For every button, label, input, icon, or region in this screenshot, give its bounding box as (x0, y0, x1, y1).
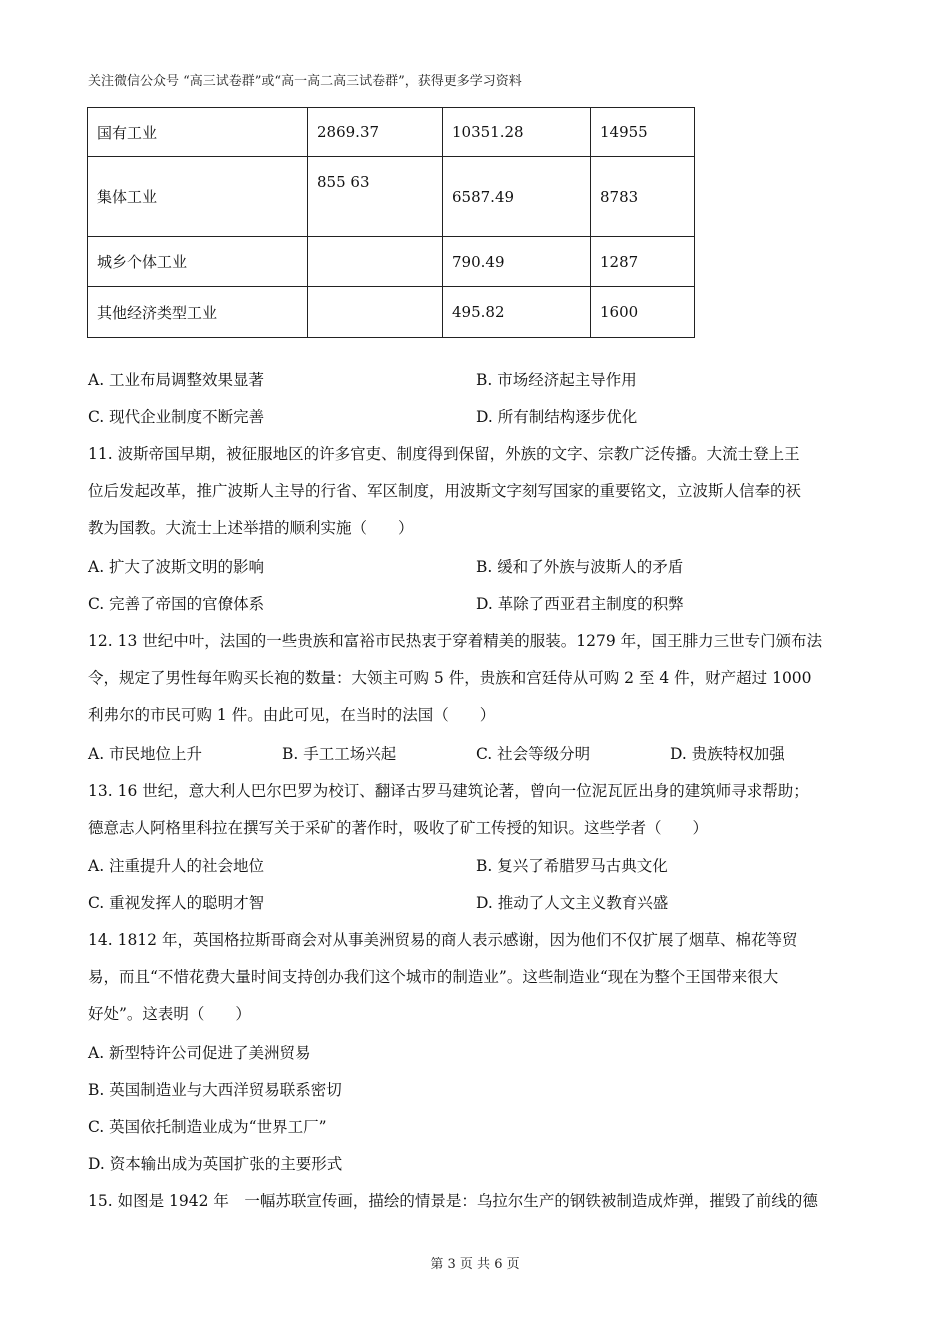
q13-option-c[interactable]: C. 重视发挥人的聪明才智 (88, 894, 265, 912)
q12-option-a[interactable]: A. 市民地位上升 (88, 745, 203, 763)
table-cell: 8783 (591, 157, 695, 237)
table-cell: 790.49 (443, 237, 591, 287)
table-cell: 1287 (591, 237, 695, 287)
q12-line: 利弗尔的市民可购 1 件。由此可见，在当时的法国（ ） (88, 706, 496, 724)
q14-line: 易，而且“不惜花费大量时间支持创办我们这个城市的制造业”。这些制造业“现在为整个王国带来很大 (88, 968, 779, 986)
q14-stem (88, 922, 862, 1033)
q15-stem: 15. 如图是 1942 年 一幅苏联宣传画，描绘的情景是：乌拉尔生产的钢铁被制造成炸弹，摧毁了前线的德 (88, 1192, 818, 1210)
q12-option-d[interactable]: D. 贵族特权加强 (670, 745, 785, 763)
q11-line: 位后发起改革，推广波斯人主导的行省、军区制度，用波斯文字刻写国家的重要铭文，立波斯人信奉的祆 (88, 482, 802, 500)
q12-line: 12. 13 世纪中叶，法国的一些贵族和富裕市民热衷于穿着精美的服装。1279 年，国王腓力三世专门颁布法 (88, 632, 823, 650)
table-row (88, 287, 695, 338)
q13-option-d[interactable]: D. 推动了人文主义教育兴盛 (476, 894, 669, 912)
table-cell: 集体工业 (88, 157, 308, 237)
table-row (88, 157, 695, 237)
q10-option-d[interactable]: D. 所有制结构逐步优化 (476, 408, 638, 426)
table-cell: 10351.28 (443, 108, 591, 157)
q14-option-b[interactable]: B. 英国制造业与大西洋贸易联系密切 (88, 1081, 342, 1099)
table-cell (308, 237, 443, 287)
q10-option-c[interactable]: C. 现代企业制度不断完善 (88, 408, 265, 426)
q13-line: 德意志人阿格里科拉在撰写关于采矿的著作时，吸收了矿工传授的知识。这些学者（ ） (88, 819, 709, 837)
q12-option-b[interactable]: B. 手工工场兴起 (282, 745, 397, 763)
q14-option-a[interactable]: A. 新型特许公司促进了美洲贸易 (88, 1044, 311, 1062)
table-cell (308, 287, 443, 338)
table-cell: 1600 (591, 287, 695, 338)
table-cell: 495.82 (443, 287, 591, 338)
q11-option-a[interactable]: A. 扩大了波斯文明的影响 (88, 558, 265, 576)
table-cell: 2869.37 (308, 108, 443, 157)
table-cell: 14955 (591, 108, 695, 157)
q14-line: 14. 1812 年，英国格拉斯哥商会对从事美洲贸易的商人表示感谢，因为他们不仅扩展了烟草、棉花等贸 (88, 931, 798, 949)
q12-line: 令，规定了男性每年购买长袍的数量：大领主可购 5 件，贵族和宫廷侍从可购 2 至 4 件，财产超过 1000 (88, 669, 812, 687)
page-footer: 第 3 页 共 6 页 (430, 1257, 520, 1272)
table-cell: 855 63 (308, 157, 443, 237)
q13-option-b[interactable]: B. 复兴了希腊罗马古典文化 (476, 857, 668, 875)
data-table (87, 107, 695, 338)
q11-option-d[interactable]: D. 革除了西亚君主制度的积弊 (476, 595, 684, 613)
table-cell: 国有工业 (88, 108, 308, 157)
q11-line: 11. 波斯帝国早期，被征服地区的许多官吏、制度得到保留，外族的文字、宗教广泛传播。大流士登上王 (88, 445, 800, 463)
q11-stem (88, 436, 862, 547)
q11-option-b[interactable]: B. 缓和了外族与波斯人的矛盾 (476, 558, 684, 576)
q11-line: 教为国教。大流士上述举措的顺利实施（ ） (88, 519, 414, 537)
table-row (88, 237, 695, 287)
q10-option-a[interactable]: A. 工业布局调整效果显著 (88, 371, 265, 389)
table-row (88, 108, 695, 157)
table-cell: 其他经济类型工业 (88, 287, 308, 338)
q13-stem (88, 773, 862, 847)
q12-stem (88, 623, 862, 734)
q11-option-c[interactable]: C. 完善了帝国的官僚体系 (88, 595, 265, 613)
page-header: 关注微信公众号 “高三试卷群”或“高一高二高三试卷群”，获得更多学习资料 (88, 74, 522, 89)
q13-line: 13. 16 世纪，意大利人巴尔巴罗为校订、翻译古罗马建筑论著，曾向一位泥瓦匠出身的建筑师寻求帮助； (88, 782, 809, 800)
table-cell: 6587.49 (443, 157, 591, 237)
q10-option-b[interactable]: B. 市场经济起主导作用 (476, 371, 637, 389)
q14-line: 好处”。这表明（ ） (88, 1005, 251, 1023)
q13-option-a[interactable]: A. 注重提升人的社会地位 (88, 857, 265, 875)
q14-option-c[interactable]: C. 英国依托制造业成为“世界工厂” (88, 1118, 327, 1136)
q12-option-c[interactable]: C. 社会等级分明 (476, 745, 591, 763)
q14-option-d[interactable]: D. 资本输出成为英国扩张的主要形式 (88, 1155, 343, 1173)
table-cell: 城乡个体工业 (88, 237, 308, 287)
